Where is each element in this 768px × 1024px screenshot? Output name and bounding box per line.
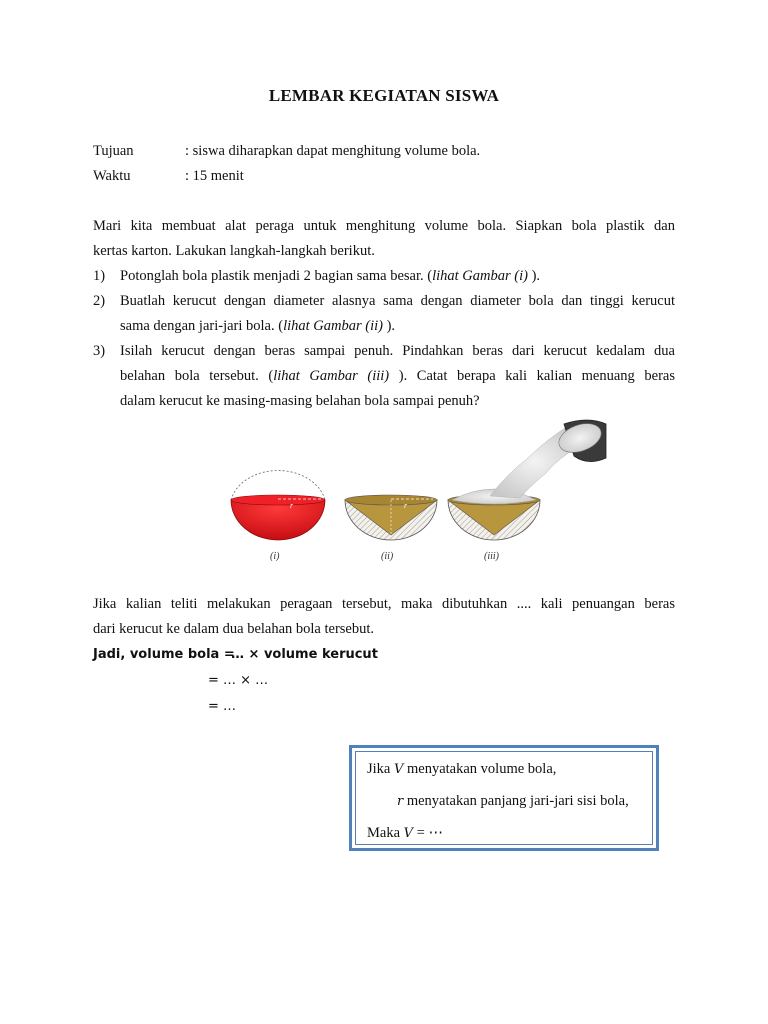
radius-label: r xyxy=(404,501,408,510)
intro-line-2: kertas karton. Lakukan langkah-langkah berikut. xyxy=(93,243,375,259)
objective-label: Tujuan xyxy=(93,143,134,159)
intro-line-1: Mari kita membuat alat peraga untuk menghitung volume bola. Siapkan bola plastik dan xyxy=(93,218,675,234)
conclusion-paragraph xyxy=(93,592,675,642)
step-number: 1) xyxy=(93,268,106,284)
gold-hemisphere-with-cone xyxy=(345,495,437,540)
math-line-1-lhs: Jadi, volume bola = xyxy=(93,647,235,662)
time-row xyxy=(93,168,244,185)
time-label: Waktu xyxy=(93,168,131,184)
box-line-3: Maka V = ⋯ xyxy=(367,825,443,841)
figure-label-i: (i) xyxy=(270,551,280,562)
time-value: : 15 menit xyxy=(185,168,244,184)
step-text-line: sama dengan jari-jari bola. (lihat Gambar (ii) ). xyxy=(120,318,396,334)
step-text-line: Buatlah kerucut dengan diameter alasnya sama dengan diameter bola dan tinggi kerucut xyxy=(120,293,675,309)
step-number: 2) xyxy=(93,293,106,309)
figure-reference: lihat Gambar (i) xyxy=(432,268,528,284)
intro-paragraph xyxy=(93,214,675,264)
formula-box xyxy=(349,745,659,851)
objective-row xyxy=(93,143,480,160)
step-text: Potonglah bola plastik menjadi 2 bagian sama besar. ( xyxy=(120,268,433,284)
rice-pouring xyxy=(448,418,606,540)
box-line-1: Jika V menyatakan volume bola, xyxy=(367,761,557,777)
math-line-3: = … xyxy=(208,699,237,714)
figure-label-iii: (iii) xyxy=(484,551,499,562)
math-line-2: = … × … xyxy=(208,673,269,688)
step-number: 3) xyxy=(93,343,106,359)
figure-reference: lihat Gambar (ii) xyxy=(283,318,383,334)
conclusion-line-1: Jika kalian teliti melakukan peragaan tersebut, maka dibutuhkan .... kali penuangan beras xyxy=(93,596,675,612)
figure-label-ii: (ii) xyxy=(381,551,394,562)
box-line-2: r menyatakan panjang jari-jari sisi bola, xyxy=(397,793,629,809)
step-text-line: dalam kerucut ke masing-masing belahan bola sampai penuh? xyxy=(120,393,480,409)
red-hemisphere xyxy=(231,471,325,540)
hemisphere-cone-figure xyxy=(228,418,618,573)
worksheet-page: LEMBAR KEGIATAN SISWA Tujuan : siswa diharapkan dapat menghitung volume bola. Waktu : 15 menit Mari kita membuat alat peraga untuk menghitung volume bola. Siapkan bola plastik dan kertas karton. Lakukan langkah-langkah berikut. 1) Potonglah bola plastik menjadi 2 bagian sama besar. (lihat Gambar (i) ). 2) Buatlah kerucut dengan diameter alasnya sama dengan diameter bola dan tinggi kerucut sama dengan jari-jari bola. (lihat Gambar (ii) ). 3) Isilah kerucut dengan beras sampai penuh. Pindahkan beras dari kerucut kedalam dua belahan bola tersebut. (lihat Gambar (iii) ). Catat berapa kali kalian menuang beras dalam kerucut ke masing-masing belahan bola sampai penuh? r (i) r (ii) (iii) Jika kalian teliti melakukan peragaan tersebut, maka dibutuhkan .... kali penuangan beras dari kerucut ke dalam dua belahan bola tersebut. Jadi, volume bola = … × volume kerucut = … × … = … Jika V menyatakan volume bola, r menyatakan panjang jari-jari sisi bola, Maka V = ⋯ xyxy=(0,0,768,1024)
figure-reference: lihat Gambar (iii) xyxy=(273,368,390,384)
step-text-line: belahan bola tersebut. (lihat Gambar (iii) ). Catat berapa kali kalian menuang beras xyxy=(120,368,675,384)
page-title: LEMBAR KEGIATAN SISWA xyxy=(268,86,500,105)
step-text-line: Isilah kerucut dengan beras sampai penuh. Pindahkan beras dari kerucut kedalam dua xyxy=(120,343,675,359)
objective-value: : siswa diharapkan dapat menghitung volume bola. xyxy=(185,143,481,159)
conclusion-line-2: dari kerucut ke dalam dua belahan bola tersebut. xyxy=(93,621,375,637)
radius-label: r xyxy=(290,501,294,510)
math-line-1-rhs: … × volume kerucut xyxy=(231,647,378,662)
